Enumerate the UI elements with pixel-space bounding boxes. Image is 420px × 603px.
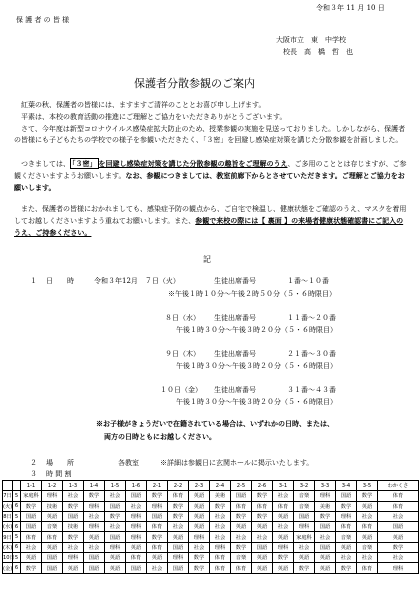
timetable-cell: 社会	[105, 491, 126, 501]
timetable-cell: 音楽	[42, 522, 63, 532]
timetable-cell: 体育	[378, 501, 419, 511]
table-row	[3, 553, 419, 563]
timetable-cell: 国語	[84, 563, 105, 573]
timetable-cell: 理科	[189, 532, 210, 542]
timetable-cell: 数学	[357, 491, 378, 501]
timetable-cell: 体育	[147, 542, 168, 552]
timetable-cell: 英語	[21, 553, 42, 563]
request-underlined: を回避し感染症対策を講じた分散参観の趣旨をご理解のうえ	[98, 159, 288, 168]
timetable-cell: 社会	[105, 522, 126, 532]
principal-name: 校長 高 橋 哲 也	[283, 48, 353, 56]
timetable-cell: 国語	[42, 553, 63, 563]
paragraph-greeting: 紅葉の秋、保護者の皆様には、ますますご清祥のこととお喜び申し上げます。	[14, 101, 266, 109]
timetable-cell: 社会	[210, 522, 231, 532]
timetable-cell: 数学	[294, 563, 315, 573]
sibling-note-line2: 両方の日時ともにお越しください。	[104, 432, 216, 441]
timetable-cell: 数学	[378, 542, 419, 552]
schedule-range: ２１番～３０番	[287, 350, 336, 358]
timetable-cell: 数学	[168, 501, 189, 511]
timetable-cell: 音楽	[231, 553, 252, 563]
schedule-date: ８日（水）	[165, 314, 200, 322]
timetable-cell: 体育	[357, 563, 378, 573]
timetable-cell: 音楽	[294, 501, 315, 511]
timetable-cell: 英語	[189, 491, 210, 501]
timetable-period: 5	[13, 511, 21, 521]
page-title: 保護者分散参観のご案内	[134, 77, 255, 90]
place-note: ※詳細は参観日に玄関ホールに掲示いたします。	[160, 459, 314, 467]
timetable-cell: 数学	[189, 553, 210, 563]
timetable-cell: 家庭科	[21, 491, 42, 501]
timetable-cell: 理科	[315, 491, 336, 501]
timetable-period: 6	[13, 542, 21, 552]
timetable-class-header: 1-6	[126, 481, 147, 491]
timetable-cell: 体育	[210, 563, 231, 573]
timetable-day: 7日	[3, 491, 13, 501]
schedule-time: 午後１時３０分～午後３時２０分（５・６時限目）	[176, 326, 337, 334]
table-row	[3, 491, 419, 501]
timetable-cell: 理科	[63, 553, 84, 563]
timetable-day: (火)	[3, 501, 13, 511]
timetable-day: 9日	[3, 532, 13, 542]
timetable-cell: 理科	[273, 542, 294, 552]
timetable-cell: 体育	[231, 563, 252, 573]
timetable-class-header: 1-4	[84, 481, 105, 491]
schedule-range: １１番～２０番	[287, 314, 336, 322]
timetable-cell: 英語	[252, 553, 273, 563]
timetable-cell: 英語	[147, 553, 168, 563]
timetable-cell: 社会	[210, 532, 231, 542]
timetable-cell: 家庭科	[294, 532, 315, 542]
timetable-cell: 社会	[147, 563, 168, 573]
request-intro: つきましては、	[14, 160, 70, 168]
timetable-cell: 理科	[210, 542, 231, 552]
table-row	[3, 522, 419, 532]
timetable-period: 6	[13, 501, 21, 511]
timetable-cell: 社会	[126, 501, 147, 511]
timetable-cell: 国語	[63, 511, 84, 521]
timetable-cell: 体育	[378, 491, 419, 501]
timetable-period: 5	[13, 491, 21, 501]
timetable-cell: 数学	[189, 563, 210, 573]
schedule-students: 生徒出席番号	[214, 277, 256, 285]
timetable-class-header: わかくさ	[378, 481, 419, 491]
timetable-cell: 社会	[21, 542, 42, 552]
timetable-day: 10日	[3, 553, 13, 563]
schedule-time: 午後１時３０分～午後３時２０分（５・６時限目）	[176, 362, 337, 370]
timetable-cell: 体育	[168, 491, 189, 501]
recipient: 保 護 者 の 皆 様	[16, 16, 70, 24]
timetable-cell: 体育	[357, 522, 378, 532]
timetable-cell: 英語	[189, 511, 210, 521]
timetable-cell: 英語	[357, 501, 378, 511]
timetable-cell: 国語	[105, 532, 126, 542]
school-name: 大阪市立 東 中学校	[276, 36, 346, 44]
timetable-cell: 数学	[105, 511, 126, 521]
place-value: 各教室	[118, 459, 139, 467]
item3-label: 時 間 割	[46, 470, 72, 478]
timetable	[2, 480, 419, 574]
timetable-cell: 英語	[252, 563, 273, 573]
item3-number: ３	[30, 470, 37, 478]
timetable-cell: 英語	[273, 511, 294, 521]
timetable-period: 5	[13, 553, 21, 563]
schedule-range: １番～１０番	[287, 277, 329, 285]
timetable-cell: 社会	[294, 542, 315, 552]
item2-label: 場 所	[46, 459, 74, 467]
timetable-cell: 音楽	[294, 491, 315, 501]
timetable-cell: 理科	[84, 501, 105, 511]
timetable-cell: 国語	[252, 542, 273, 552]
timetable-cell: 数学	[231, 542, 252, 552]
timetable-cell: 社会	[168, 522, 189, 532]
timetable-cell: 数学	[63, 532, 84, 542]
paragraph-plan: さて、今年度は新型コロナウイルス感染症拡大防止のため、授業参観の実施を見送っておりました。しかしながら、保護者の皆様にも子どもたちの学校での様子を参観いただきたく、「３密」を回避し感染症対策を講じた分散参観を計画しました。	[14, 125, 406, 145]
timetable-cell: 国語	[168, 542, 189, 552]
schedule-time: ※午後１時１０分～午後２時５０分（５・６時限目）	[168, 290, 336, 298]
paragraph-request	[14, 158, 408, 195]
timetable-cell: 国語	[126, 563, 147, 573]
timetable-cell: 体育	[147, 522, 168, 532]
health-form-note: 参観で来校の際には【 裏面 】の来場者健康状態確認書にご記入のうえ、ご持参ください。	[14, 216, 404, 238]
timetable-corner	[3, 481, 13, 491]
timetable-cell: 理科	[84, 522, 105, 532]
timetable-cell: 国語	[231, 491, 252, 501]
timetable-class-header: 2-5	[231, 481, 252, 491]
timetable-cell: 社会	[315, 532, 336, 542]
three-c-box: 「３密」	[72, 159, 97, 168]
timetable-class-header: 2-2	[168, 481, 189, 491]
timetable-cell: 社会	[378, 553, 419, 563]
timetable-cell: 体育	[21, 532, 42, 542]
timetable-class-header: 3-1	[273, 481, 294, 491]
timetable-cell: 数学	[147, 491, 168, 501]
timetable-cell: 数学	[63, 501, 84, 511]
timetable-class-header: 2-1	[147, 481, 168, 491]
timetable-cell: 英語	[252, 522, 273, 532]
timetable-cell: 体育	[210, 553, 231, 563]
item1-number: １	[30, 277, 37, 285]
timetable-day: (水)	[3, 522, 13, 532]
timetable-cell: 数学	[231, 511, 252, 521]
timetable-cell: 社会	[84, 542, 105, 552]
timetable-cell: 社会	[357, 553, 378, 563]
timetable-cell: 理科	[126, 532, 147, 542]
timetable-cell: 英語	[42, 542, 63, 552]
schedule-date: ９日（木）	[165, 350, 200, 358]
timetable-cell: 数学	[84, 491, 105, 501]
timetable-class-header: 2-3	[189, 481, 210, 491]
schedule-date: 令和３年12月 ７日（火）	[94, 277, 180, 285]
timetable-cell: 数学	[21, 563, 42, 573]
timetable-cell: 数学	[252, 491, 273, 501]
timetable-cell: 英語	[189, 522, 210, 532]
timetable-cell: 社会	[210, 511, 231, 521]
timetable-cell: 英語	[315, 553, 336, 563]
timetable-cell: 英語	[105, 563, 126, 573]
timetable-class-header: 2-6	[252, 481, 273, 491]
timetable-day: (金)	[3, 563, 13, 573]
timetable-cell: 体育	[273, 501, 294, 511]
timetable-cell: 数学	[336, 501, 357, 511]
timetable-cell: 社会	[231, 532, 252, 542]
timetable-cell: 数学	[21, 501, 42, 511]
timetable-class-header: 2-4	[210, 481, 231, 491]
timetable-header-row	[3, 481, 419, 491]
request-corridor-note: なお、参観につきましては、教室前廊下からとさせていただきます。ご理解とご協力をお願いします。	[14, 171, 405, 193]
timetable-cell: 社会	[357, 511, 378, 521]
table-row	[3, 563, 419, 573]
timetable-cell: 英語	[168, 532, 189, 542]
timetable-cell: 国語	[315, 522, 336, 532]
timetable-class-header: 3-4	[336, 481, 357, 491]
timetable-cell: 理科	[126, 522, 147, 532]
timetable-cell: 数学	[147, 532, 168, 542]
timetable-cell: 音楽	[357, 542, 378, 552]
timetable-cell: 社会	[84, 511, 105, 521]
timetable-cell: 国語	[378, 522, 419, 532]
schedule-range: ３１番～４３番	[287, 386, 336, 394]
timetable-cell: 英語	[357, 532, 378, 542]
paragraph-thanks: 平素は、本校の教育活動の推進にご理解とご協力をいただきありがとうございます。	[14, 113, 287, 121]
timetable-cell: 社会	[252, 532, 273, 542]
timetable-cell: 音楽	[336, 532, 357, 542]
timetable-cell: 国語	[84, 553, 105, 563]
timetable-cell: 理科	[378, 563, 419, 573]
timetable-cell: 国語	[105, 501, 126, 511]
timetable-class-header: 1-1	[21, 481, 42, 491]
timetable-cell: 英語	[273, 532, 294, 542]
timetable-cell: 社会	[189, 542, 210, 552]
timetable-cell: 英語	[189, 501, 210, 511]
schedule-date: １０日（金）	[160, 386, 202, 394]
timetable-cell: 数学	[252, 511, 273, 521]
timetable-cell: 英語	[294, 553, 315, 563]
timetable-class-header: 3-2	[294, 481, 315, 491]
timetable-cell: 英語	[378, 532, 419, 542]
timetable-cell: 英語	[105, 553, 126, 563]
timetable-cell: 国語	[126, 491, 147, 501]
timetable-cell: 美術	[315, 501, 336, 511]
timetable-period: 6	[13, 563, 21, 573]
health-text: また、保護者の皆様におかれましても、感染症予防の観点から、ご自宅で検温し、健康状態をご確認のうえ、マスクを着用してお越しくださいますよう重ねてお願いします。また、	[14, 205, 407, 226]
request-continued: 、ご多用のこととは存じますが、ご参観くださいますようお願いします。	[14, 160, 407, 181]
ki-marker: 記	[203, 255, 211, 264]
timetable-cell: 理科	[168, 553, 189, 563]
table-row	[3, 501, 419, 511]
timetable-cell: 国語	[21, 522, 42, 532]
timetable-cell: 技術	[42, 501, 63, 511]
table-row	[3, 511, 419, 521]
timetable-cell: 英語	[273, 563, 294, 573]
timetable-cell: 理科	[336, 511, 357, 521]
timetable-corner	[13, 481, 21, 491]
timetable-cell: 美術	[210, 491, 231, 501]
timetable-period: 5	[13, 532, 21, 542]
paragraph-health	[14, 204, 408, 240]
timetable-cell: 国語	[147, 511, 168, 521]
timetable-cell: 理科	[147, 501, 168, 511]
sibling-note-line1: ※お子様がきょうだいで在籍されている場合は、いずれかの日時、または、	[96, 419, 334, 428]
table-row	[3, 542, 419, 552]
timetable-day: 8日	[3, 511, 13, 521]
timetable-cell: 数学	[336, 563, 357, 573]
timetable-class-header: 1-3	[63, 481, 84, 491]
timetable-cell: 国語	[294, 511, 315, 521]
timetable-class-header: 1-2	[42, 481, 63, 491]
timetable-cell: 技術	[63, 522, 84, 532]
timetable-cell: 英語	[63, 563, 84, 573]
timetable-cell: 英語	[336, 542, 357, 552]
timetable-cell: 社会	[273, 522, 294, 532]
timetable-cell: 社会	[273, 491, 294, 501]
timetable-cell: 社会	[336, 553, 357, 563]
timetable-cell: 理科	[105, 542, 126, 552]
item1-label: 日 時	[46, 277, 74, 285]
timetable-class-header: 3-5	[357, 481, 378, 491]
timetable-cell: 英語	[84, 532, 105, 542]
timetable-cell: 英語	[231, 522, 252, 532]
timetable-class-header: 3-3	[315, 481, 336, 491]
timetable-class-header: 1-5	[105, 481, 126, 491]
timetable-cell: 体育	[336, 522, 357, 532]
timetable-cell: 社会	[63, 542, 84, 552]
timetable-period: 6	[13, 522, 21, 532]
timetable-cell: 国語	[315, 542, 336, 552]
timetable-cell: 数学	[168, 511, 189, 521]
timetable-cell: 国語	[42, 563, 63, 573]
document-date: 令和３年 11 月 10 日	[316, 4, 385, 12]
timetable-cell: 国語	[168, 563, 189, 573]
timetable-cell: 国語	[21, 511, 42, 521]
timetable-cell: 国語	[336, 491, 357, 501]
timetable-cell: 理科	[294, 522, 315, 532]
timetable-cell: 社会	[378, 511, 419, 521]
item2-number: ２	[30, 459, 37, 467]
schedule-students: 生徒出席番号	[214, 350, 256, 358]
timetable-cell: 数学	[315, 511, 336, 521]
timetable-day: (木)	[3, 542, 13, 552]
timetable-cell: 体育	[42, 532, 63, 542]
timetable-cell: 英語	[42, 511, 63, 521]
timetable-cell: 数学	[273, 553, 294, 563]
schedule-time: 午後１時３０分～午後３時２０分（５・６時限目）	[176, 398, 337, 406]
schedule-students: 生徒出席番号	[214, 386, 256, 394]
timetable-cell: 理科	[42, 491, 63, 501]
timetable-cell: 体育	[252, 501, 273, 511]
timetable-cell: 数学	[210, 501, 231, 511]
timetable-cell: 体育	[231, 501, 252, 511]
timetable-cell: 体育	[126, 553, 147, 563]
schedule-students: 生徒出席番号	[214, 314, 256, 322]
timetable-cell: 理科	[126, 511, 147, 521]
timetable-cell: 社会	[63, 491, 84, 501]
timetable-cell: 英語	[126, 542, 147, 552]
table-row	[3, 532, 419, 542]
timetable-cell: 英語	[315, 563, 336, 573]
